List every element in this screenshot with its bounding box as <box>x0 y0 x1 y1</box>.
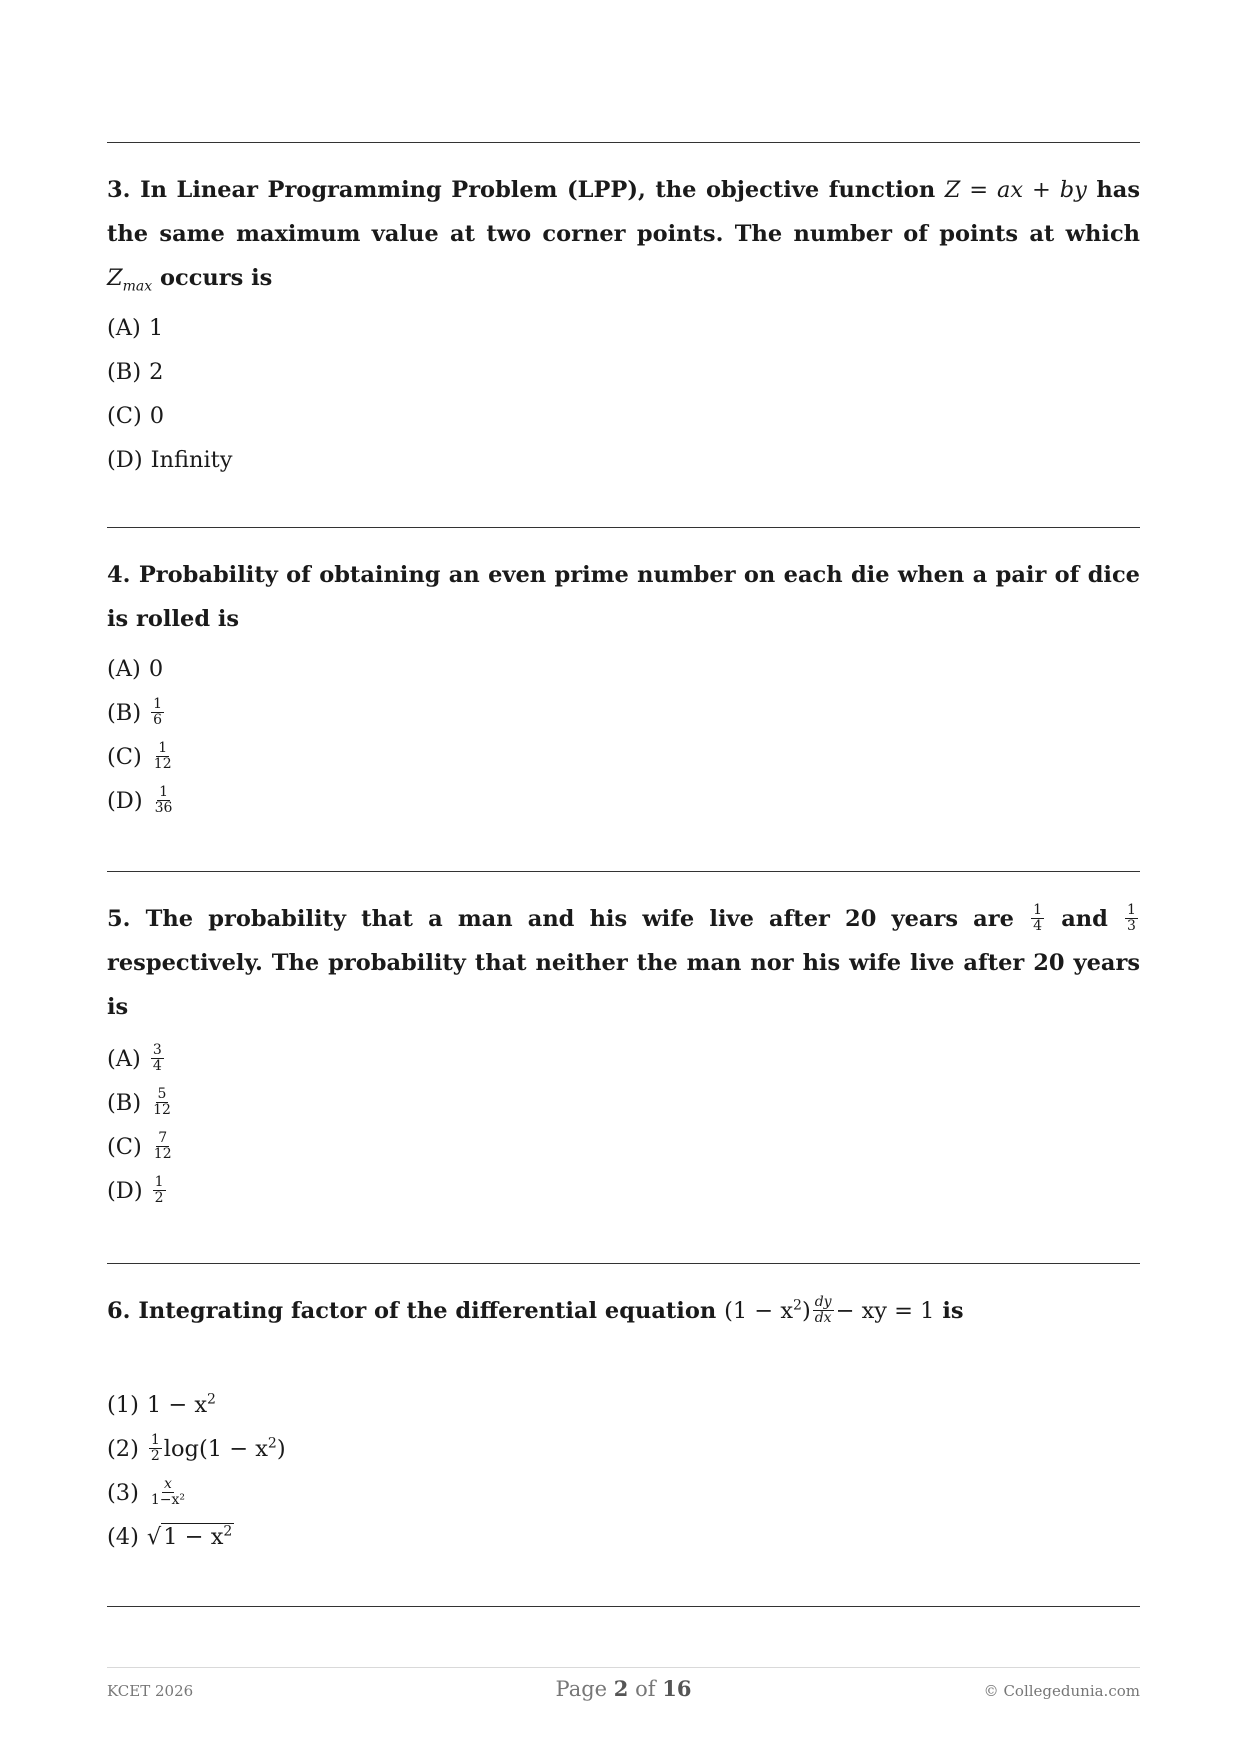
option-label: (1) <box>107 1392 139 1418</box>
option-1[interactable] <box>107 1383 286 1427</box>
option-label: (D) <box>107 1178 143 1204</box>
question-6 <box>107 1289 1140 1550</box>
fraction <box>153 785 175 816</box>
footer-divider <box>107 1667 1140 1668</box>
fraction-numerator: 1 <box>1033 901 1043 918</box>
options-list <box>107 1037 176 1213</box>
option-b[interactable] <box>107 1081 176 1125</box>
fraction-numerator: x <box>164 1475 172 1492</box>
question-text-part: In Linear Programming Problem (LPP), the objective function <box>140 177 936 203</box>
option-d[interactable] <box>107 779 176 823</box>
radicand <box>161 1523 234 1550</box>
question-number: 3. <box>107 177 131 203</box>
fraction-denominator: 4 <box>152 1057 162 1074</box>
fraction-numerator: dy <box>814 1293 832 1310</box>
math-subscript: max <box>122 278 153 295</box>
option-b[interactable] <box>107 691 176 735</box>
question-text-part: respectively. The probability that neither the man nor his wife live after 20 years is <box>107 950 1140 1020</box>
fraction <box>149 1433 162 1464</box>
fraction <box>1125 903 1138 934</box>
option-value: 0 <box>148 656 164 682</box>
equation-part: ) <box>801 1298 811 1324</box>
option-d[interactable] <box>107 1169 176 1213</box>
page-current: 2 <box>613 1676 629 1701</box>
option-value: 2 <box>149 359 164 385</box>
question-text-part: and <box>1061 906 1108 932</box>
question-text-part: The probability that a man and his wife live after 20 years are <box>145 906 1014 932</box>
fraction-denominator: 12 <box>153 755 172 772</box>
equation-part: − xy = 1 <box>835 1298 935 1324</box>
equation-superscript: 2 <box>793 1297 802 1314</box>
question-text-part: occurs is <box>160 265 273 291</box>
question-text-part: Integrating factor of the differential equation <box>138 1298 717 1324</box>
option-d[interactable] <box>107 438 232 482</box>
page-word: Page <box>555 1677 608 1701</box>
question-4 <box>107 553 1140 816</box>
fraction <box>149 1477 187 1508</box>
fraction-denominator: 2 <box>150 1447 160 1464</box>
option-label: (A) <box>107 1046 141 1072</box>
option-value: Infinity <box>150 447 233 473</box>
option-c[interactable] <box>107 1125 176 1169</box>
question-text-part: Probability of obtaining an even prime number on each die when a pair of dice is rolled is <box>107 562 1140 632</box>
square-root <box>147 1515 234 1559</box>
fraction-numerator: 1 <box>150 1431 160 1448</box>
fraction <box>152 741 174 772</box>
option-c[interactable] <box>107 394 232 438</box>
option-label: (A) <box>107 656 141 682</box>
option-a[interactable] <box>107 647 176 691</box>
fraction-denominator: 1−x² <box>150 1491 186 1508</box>
differential-equation <box>724 1293 935 1326</box>
fraction-denominator: 4 <box>1033 917 1043 934</box>
option-c[interactable] <box>107 735 176 779</box>
question-5 <box>107 897 1140 1206</box>
option-label: (C) <box>107 403 142 429</box>
math-expression: Z = ax + by <box>944 177 1087 203</box>
question-number: 5. <box>107 906 131 932</box>
radical-sign: √ <box>146 1524 162 1550</box>
divider <box>107 527 1140 528</box>
divider <box>107 871 1140 872</box>
option-label: (2) <box>107 1436 139 1462</box>
fraction <box>151 1043 164 1074</box>
option-3[interactable] <box>107 1471 286 1515</box>
option-value: 1 − x <box>163 1524 224 1550</box>
option-superscript: 2 <box>267 1435 277 1452</box>
option-label: (4) <box>107 1524 139 1550</box>
copyright: © Collegedunia.com <box>983 1682 1140 1700</box>
fraction <box>152 1131 174 1162</box>
page-of: of <box>635 1677 656 1701</box>
question-number: 4. <box>107 562 131 588</box>
option-label: (B) <box>107 700 142 726</box>
fraction <box>153 1175 166 1206</box>
options-list <box>107 647 176 823</box>
equation-part: (1 − x <box>724 1298 794 1324</box>
option-label: (B) <box>107 359 142 385</box>
fraction-numerator: 1 <box>154 1173 164 1190</box>
fraction-numerator: 7 <box>158 1129 168 1146</box>
option-label: (3) <box>107 1480 139 1506</box>
option-value: 0 <box>149 403 165 429</box>
option-value: log(1 − x <box>163 1436 268 1462</box>
fraction <box>1031 903 1044 934</box>
option-label: (C) <box>107 1134 142 1160</box>
fraction <box>813 1295 834 1326</box>
divider <box>107 1263 1140 1264</box>
options-list <box>107 306 232 482</box>
option-label: (B) <box>107 1090 142 1116</box>
fraction-denominator: 36 <box>154 799 173 816</box>
divider <box>107 142 1140 143</box>
option-value: 1 − x <box>146 1392 208 1418</box>
question-3 <box>107 168 1140 473</box>
fraction-numerator: 1 <box>1127 901 1136 918</box>
fraction-denominator: 2 <box>154 1189 164 1206</box>
fraction-denominator: 6 <box>153 711 163 728</box>
question-6-text <box>107 1289 1140 1333</box>
question-4-text <box>107 553 1140 641</box>
fraction-numerator: 5 <box>157 1085 167 1102</box>
page-total: 16 <box>662 1676 692 1701</box>
divider <box>107 1606 1140 1607</box>
option-2[interactable] <box>107 1427 286 1471</box>
option-b[interactable] <box>107 350 232 394</box>
page-footer <box>107 1672 1140 1712</box>
option-label: (D) <box>107 447 143 473</box>
fraction <box>151 1087 173 1118</box>
fraction-numerator: 1 <box>159 783 168 800</box>
option-superscript: 2 <box>223 1523 233 1540</box>
option-label: (D) <box>107 788 143 814</box>
option-value: 1 <box>148 315 164 341</box>
option-a[interactable] <box>107 306 232 350</box>
option-label: (A) <box>107 315 141 341</box>
option-a[interactable] <box>107 1037 176 1081</box>
option-label: (C) <box>107 744 142 770</box>
fraction <box>151 697 164 728</box>
question-number: 6. <box>107 1298 131 1324</box>
option-value-tail: ) <box>276 1436 286 1462</box>
math-base: Z <box>107 265 123 291</box>
options-list <box>107 1383 286 1559</box>
question-5-text <box>107 897 1140 1029</box>
fraction-denominator: 12 <box>153 1145 172 1162</box>
fraction-numerator: 1 <box>158 739 168 756</box>
fraction-denominator: 12 <box>153 1101 171 1118</box>
fraction-denominator: dx <box>814 1309 832 1326</box>
question-3-text <box>107 168 1140 300</box>
fraction-denominator: 3 <box>1127 917 1136 934</box>
option-superscript: 2 <box>207 1391 216 1408</box>
fraction-numerator: 1 <box>153 695 163 712</box>
option-4[interactable] <box>107 1515 286 1559</box>
question-text-part: is <box>942 1298 964 1324</box>
math-expression <box>107 265 153 295</box>
question-text-part: has the same maximum value at two corner points. The number of points at which <box>107 177 1140 247</box>
fraction-numerator: 3 <box>152 1041 162 1058</box>
exam-name: KCET 2026 <box>107 1682 194 1700</box>
